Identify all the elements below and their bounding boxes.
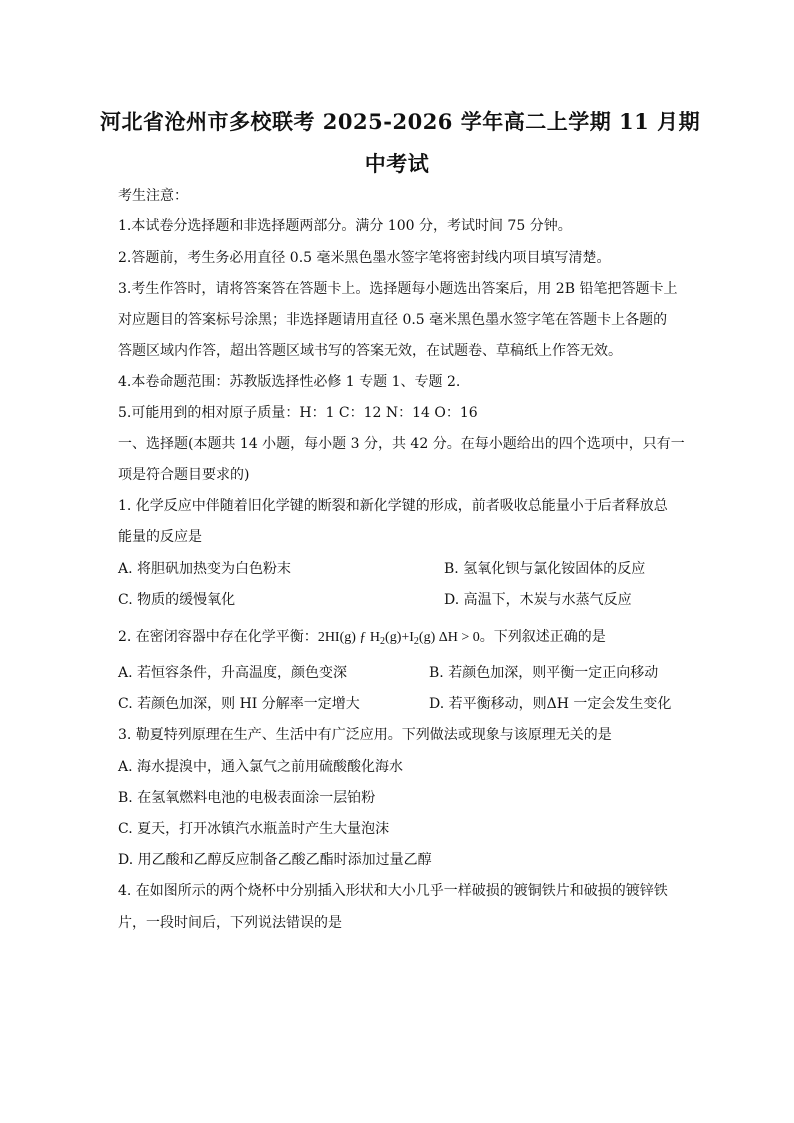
question-2-stem-suffix: 。下列叙述正确的是 bbox=[479, 629, 606, 645]
question-1-option-c: C. 物质的缓慢氧化 bbox=[118, 592, 236, 608]
equation-subscript-i2: 2 bbox=[413, 636, 419, 647]
equation-right: (g) ΔH > 0 bbox=[418, 630, 480, 645]
question-1-option-d: D. 高温下，木炭与水蒸气反应 bbox=[444, 592, 632, 608]
notice-item-5: 5.可能用到的相对原子质量：H：1 C：12 N：14 O：16 bbox=[118, 405, 478, 421]
question-2-stem bbox=[118, 627, 678, 648]
equation-middle: (g)+I bbox=[385, 630, 414, 645]
question-2-stem-prefix: 2. 在密闭容器中存在化学平衡： bbox=[118, 629, 318, 645]
section-1-heading-line-1: 一、选择题(本题共 14 小题，每小题 3 分，共 42 分。在每小题给出的四个选项中，只有一 bbox=[118, 436, 685, 452]
question-3-stem: 3. 勒夏特列原理在生产、生活中有广泛应用。下列做法或现象与该原理无关的是 bbox=[118, 727, 612, 743]
equation-left: 2HI(g) ƒ H bbox=[317, 630, 381, 645]
section-1-heading-line-2: 项是符合题目要求的) bbox=[118, 467, 250, 483]
notice-item-1: 1.本试卷分选择题和非选择题两部分。满分 100 分，考试时间 75 分钟。 bbox=[118, 218, 572, 234]
question-1-option-b: B. 氢氧化钡与氯化铵固体的反应 bbox=[444, 561, 646, 577]
equilibrium-equation bbox=[318, 630, 480, 645]
question-3-option-c: C. 夏天，打开冰镇汽水瓶盖时产生大量泡沫 bbox=[118, 821, 390, 837]
notice-item-3-line-3: 答题区域内作答，超出答题区域书写的答案无效，在试题卷、草稿纸上作答无效。 bbox=[118, 343, 622, 359]
notice-heading: 考生注意： bbox=[118, 188, 188, 204]
question-2-option-b: B. 若颜色加深，则平衡一定正向移动 bbox=[429, 665, 659, 681]
question-3-option-b: B. 在氢氧燃料电池的电极表面涂一层铂粉 bbox=[118, 790, 376, 806]
equation-subscript-h2: 2 bbox=[380, 636, 386, 647]
question-2-option-c: C. 若颜色加深，则 HI 分解率一定增大 bbox=[118, 696, 360, 712]
question-1-stem-line-1: 1. 化学反应中伴随着旧化学键的断裂和新化学键的形成，前者吸收总能量小于后者释放总 bbox=[118, 498, 668, 514]
notice-item-3-line-1: 3.考生作答时，请将答案答在答题卡上。选择题每小题选出答案后，用 2B 铅笔把答题卡上 bbox=[118, 281, 678, 297]
notice-item-4: 4.本卷命题范围：苏教版选择性必修 1 专题 1、专题 2. bbox=[118, 374, 461, 390]
question-2-option-a: A. 若恒容条件，升高温度，颜色变深 bbox=[118, 665, 348, 681]
question-1-stem-line-2: 能量的反应是 bbox=[118, 529, 202, 545]
exam-title-line-2: 中考试 bbox=[364, 151, 430, 176]
question-3-option-d: D. 用乙酸和乙醇反应制备乙酸乙酯时添加过量乙醇 bbox=[118, 852, 432, 868]
exam-title-line-1: 河北省沧州市多校联考 2025-2026 学年高二上学期 11 月期 bbox=[100, 109, 701, 134]
question-2-option-d: D. 若平衡移动，则ΔH 一定会发生变化 bbox=[429, 696, 672, 712]
question-4-stem-line-2: 片，一段时间后，下列说法错误的是 bbox=[118, 915, 342, 931]
question-1-option-a: A. 将胆矾加热变为白色粉末 bbox=[118, 561, 292, 577]
notice-item-3-line-2: 对应题目的答案标号涂黑；非选择题请用直径 0.5 毫米黑色墨水签字笔在答题卡上各题的 bbox=[118, 312, 668, 328]
question-3-option-a: A. 海水提溴中，通入氯气之前用硫酸酸化海水 bbox=[118, 759, 404, 775]
notice-item-2: 2.答题前，考生务必用直径 0.5 毫米黑色墨水签字笔将密封线内项目填写清楚。 bbox=[118, 250, 611, 266]
question-4-stem-line-1: 4. 在如图所示的两个烧杯中分别插入形状和大小几乎一样破损的镀铜铁片和破损的镀锌铁 bbox=[118, 883, 668, 899]
